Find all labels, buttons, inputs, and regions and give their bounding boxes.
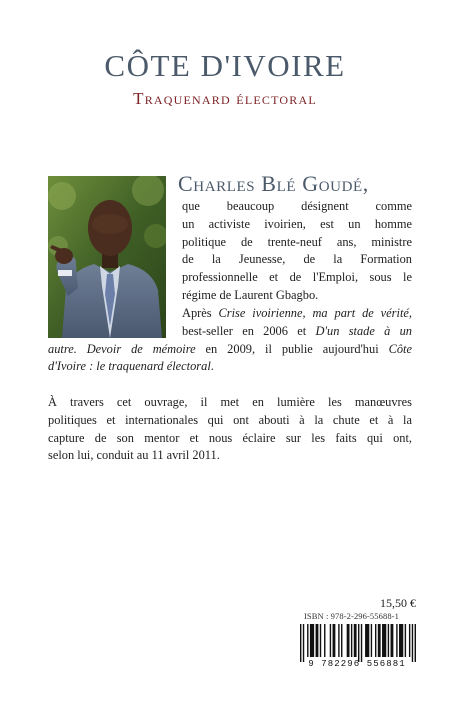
barcode-bar bbox=[307, 624, 308, 657]
barcode-bar bbox=[388, 624, 389, 657]
bio-line: de la Jeunesse, de la Formation bbox=[182, 252, 412, 267]
book-reference: d'Ivoire : le traquenard électoral bbox=[48, 359, 211, 374]
isbn-label: ISBN : 978-2-296-55688-1 bbox=[304, 611, 399, 621]
barcode-bar bbox=[371, 624, 372, 657]
barcode-bar bbox=[330, 624, 331, 657]
author-bio bbox=[182, 198, 412, 305]
text-line: capture de son mentor et nous éclaire sur les faits qui ont, bbox=[48, 430, 412, 445]
barcode-bar bbox=[300, 624, 301, 662]
bio-line: professionnelle et de l'Emploi, sous le bbox=[182, 270, 412, 285]
barcode-bar bbox=[365, 624, 369, 657]
text-line bbox=[48, 358, 412, 376]
book-title: CÔTE D'IVOIRE bbox=[104, 48, 346, 83]
barcode-bar bbox=[341, 624, 342, 657]
publications-paragraph bbox=[48, 305, 412, 376]
barcode-bar bbox=[310, 624, 314, 657]
book-reference: Crise ivoirienne, ma part de vérité bbox=[218, 306, 409, 320]
author-photo bbox=[48, 176, 166, 338]
barcode-bar bbox=[409, 624, 410, 657]
barcode-bar bbox=[351, 624, 352, 657]
text-line bbox=[48, 341, 412, 359]
book-subtitle: Traquenard électoral bbox=[133, 89, 317, 108]
barcode-bar bbox=[324, 624, 325, 657]
book-reference: Côte bbox=[388, 341, 412, 356]
barcode-bar bbox=[415, 624, 416, 662]
text-segment: Après bbox=[182, 306, 219, 320]
barcode-bar bbox=[405, 624, 406, 657]
bio-line: politique de trente-neuf ans, ministre bbox=[182, 234, 412, 249]
text-line bbox=[182, 305, 412, 323]
barcode-bar bbox=[382, 624, 386, 657]
barcode-bar bbox=[303, 624, 304, 662]
bio-line: régime de Laurent Gbagbo. bbox=[182, 287, 319, 302]
barcode-digits: 9 782296 556881 bbox=[308, 659, 406, 669]
book-reference: D'un stade à un bbox=[315, 323, 412, 338]
book-reference: autre. Devoir de mémoire bbox=[48, 341, 196, 356]
summary-paragraph bbox=[48, 394, 412, 465]
barcode-bar bbox=[399, 624, 403, 657]
text-line bbox=[182, 323, 412, 341]
text-line: À travers cet ouvrage, il met en lumière les manœuvres bbox=[48, 395, 412, 409]
barcode-bar bbox=[354, 624, 357, 657]
text-segment: best-seller en 2006 et bbox=[182, 323, 316, 338]
barcode-bar bbox=[396, 624, 397, 657]
barcode-area bbox=[298, 597, 416, 672]
bio-line: un activiste ivoirien, est un homme bbox=[182, 216, 412, 231]
barcode-bar bbox=[375, 624, 376, 657]
barcode-bar bbox=[338, 624, 339, 657]
barcode-bar bbox=[378, 624, 381, 657]
barcode-bar bbox=[412, 624, 413, 662]
author-name: Charles Blé Goudé, bbox=[178, 171, 369, 196]
barcode-bar bbox=[391, 624, 394, 657]
text-segment: , bbox=[408, 306, 412, 320]
price-label: 15,50 € bbox=[380, 596, 416, 610]
barcode-bar bbox=[316, 624, 319, 657]
barcode-bar bbox=[347, 624, 350, 657]
barcode-bar bbox=[358, 624, 359, 662]
barcode-bar bbox=[333, 624, 336, 657]
barcode-bar bbox=[320, 624, 321, 657]
text-line: politiques et internationales qui ont abouti à la chute et à la bbox=[48, 412, 412, 427]
barcode-bar bbox=[361, 624, 362, 662]
text-segment: . bbox=[210, 359, 214, 374]
barcode-bars bbox=[300, 624, 416, 662]
bio-line: que beaucoup désignent comme bbox=[182, 199, 412, 213]
text-line: selon lui, conduit au 11 avril 2011. bbox=[48, 448, 220, 463]
text-segment: en 2009, il publie aujourd'hui bbox=[195, 341, 389, 356]
